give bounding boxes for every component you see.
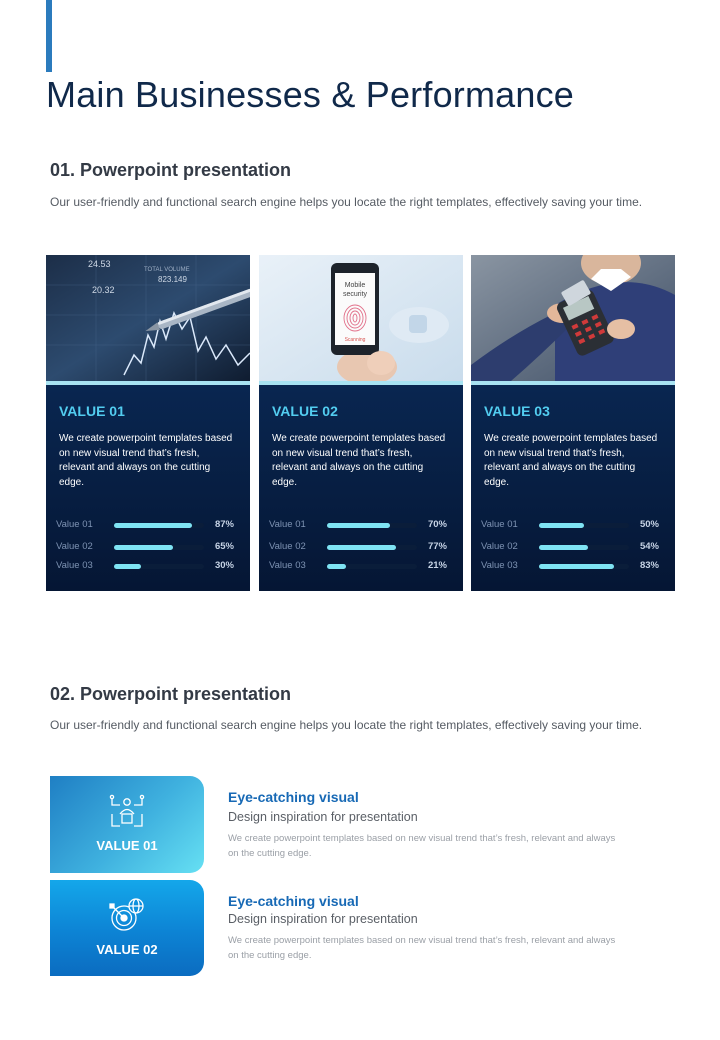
progress-percent: 83% [639, 560, 659, 571]
progress-fill [327, 564, 346, 569]
card-text: We create powerpoint templates based on new visual trend that’s fresh, relevant and always on the cutting edge. [59, 433, 233, 488]
progress-row [481, 559, 667, 573]
progress-track [114, 523, 204, 528]
progress-label: Value 02 [481, 541, 518, 552]
card-text: We create powerpoint templates based on new visual trend that’s fresh, relevant and always on the cutting edge. [484, 433, 658, 488]
progress-percent: 54% [639, 541, 659, 552]
progress-percent: 65% [214, 541, 234, 552]
feature-subtitle: Design inspiration for presentation [228, 912, 418, 926]
progress-row [481, 540, 667, 554]
progress-percent: 30% [214, 560, 234, 571]
progress-fill [539, 564, 614, 569]
progress-track [539, 564, 629, 569]
photo-text: Mobile [344, 282, 366, 289]
tile-label: VALUE 02 [96, 942, 158, 957]
progress-percent: 50% [639, 519, 659, 530]
card-divider [471, 381, 675, 385]
value-tile-2 [50, 880, 204, 976]
target-globe-icon [108, 896, 146, 934]
progress-track [539, 523, 629, 528]
page-title: Main Businesses & Performance [46, 74, 575, 115]
progress-label: Value 02 [56, 541, 93, 552]
section-2-title: 02. Powerpoint presentation [50, 684, 292, 704]
card-title: VALUE 01 [59, 403, 125, 419]
section-1-title: 01. Powerpoint presentation [50, 160, 292, 180]
photo-text: Scanning [344, 337, 366, 343]
progress-label: Value 01 [481, 519, 518, 530]
progress-label: Value 03 [481, 560, 518, 571]
tile-label: VALUE 01 [96, 838, 158, 853]
card-text: We create powerpoint templates based on new visual trend that’s fresh, relevant and always on the cutting edge. [272, 433, 446, 488]
feature-text: We create powerpoint templates based on new visual trend that’s fresh, relevant and always on the cutting edge. [228, 935, 616, 961]
photo-text: 24.53 [88, 259, 111, 269]
card-title: VALUE 02 [272, 403, 338, 419]
progress-row [56, 540, 242, 554]
value-tile-1 [50, 776, 204, 873]
progress-percent: 21% [427, 560, 447, 571]
photo-text: 20.32 [92, 285, 115, 295]
feature-title: Eye-catching visual [228, 789, 359, 805]
value-card-1 [46, 255, 250, 591]
section-2-description: Our user-friendly and functional search engine helps you locate the right templates, effectively saving your time. [50, 718, 643, 732]
progress-row [269, 559, 455, 573]
progress-track [114, 545, 204, 550]
progress-label: Value 03 [269, 560, 306, 571]
card-divider [259, 381, 463, 385]
progress-track [327, 564, 417, 569]
progress-row [56, 559, 242, 573]
progress-label: Value 03 [56, 560, 93, 571]
progress-track [327, 523, 417, 528]
progress-fill [539, 545, 588, 550]
progress-row [269, 540, 455, 554]
feature-subtitle: Design inspiration for presentation [228, 810, 418, 824]
card-payment-photo [471, 255, 675, 381]
feature-title: Eye-catching visual [228, 893, 359, 909]
progress-fill [114, 523, 192, 528]
team-network-icon [108, 792, 146, 830]
feature-text: We create powerpoint templates based on new visual trend that’s fresh, relevant and always on the cutting edge. [228, 833, 616, 859]
progress-fill [327, 523, 390, 528]
progress-fill [114, 564, 141, 569]
stock-chart-photo [46, 255, 250, 381]
photo-text: 823.149 [158, 275, 187, 284]
section-1-description: Our user-friendly and functional search engine helps you locate the right templates, effectively saving your time. [50, 195, 643, 209]
progress-label: Value 01 [269, 519, 306, 530]
progress-track [539, 545, 629, 550]
card-title: VALUE 03 [484, 403, 550, 419]
progress-label: Value 01 [56, 519, 93, 530]
progress-row [56, 518, 242, 532]
progress-percent: 77% [427, 541, 447, 552]
photo-text: TOTAL VOLUME [144, 267, 190, 273]
card-divider [46, 381, 250, 385]
progress-row [269, 518, 455, 532]
progress-fill [114, 545, 173, 550]
photo-text: security [342, 291, 368, 298]
smartphone-photo [259, 255, 463, 381]
progress-track [114, 564, 204, 569]
progress-percent: 87% [214, 519, 234, 530]
progress-fill [539, 523, 584, 528]
value-card-2 [259, 255, 463, 591]
progress-track [327, 545, 417, 550]
progress-label: Value 02 [269, 541, 306, 552]
title-accent-bar [46, 0, 52, 72]
progress-percent: 70% [427, 519, 447, 530]
progress-fill [327, 545, 396, 550]
progress-row [481, 518, 667, 532]
value-card-3 [471, 255, 675, 591]
